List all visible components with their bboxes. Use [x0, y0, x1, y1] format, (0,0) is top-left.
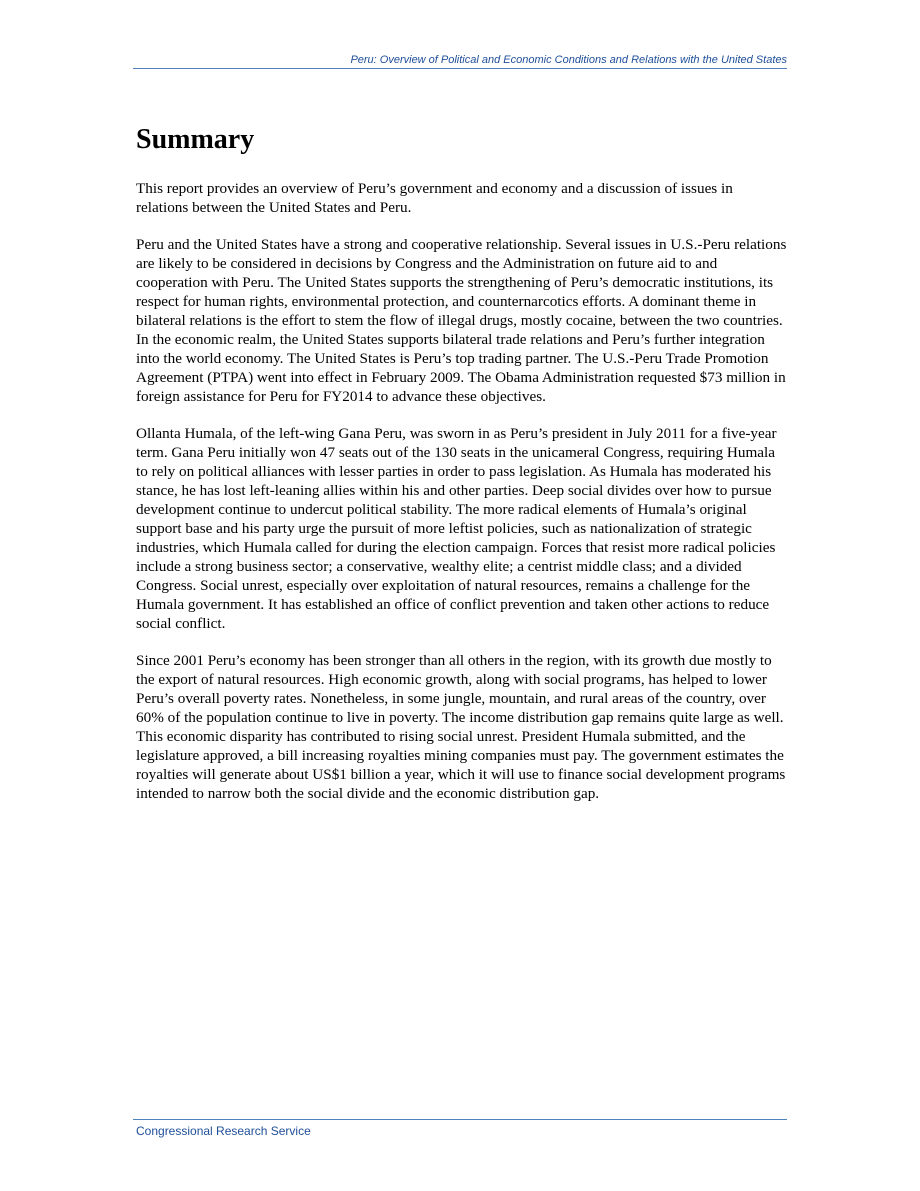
running-header: Peru: Overview of Political and Economic Conditions and Relations with the United States	[133, 52, 787, 69]
paragraph-economy: Since 2001 Peru’s economy has been stronger than all others in the region, with its growth due mostly to the export of natural resources. High economic growth, along with social programs, has helped to lower Peru’s overall poverty rates. Nonetheless, in some jungle, mountain, and rural areas of the country, over 60% of the population continue to live in poverty. The income distribution gap remains quite large as well. This economic disparity has contributed to rising social unrest. President Humala submitted, and the legislature approved, a bill increasing royalties mining companies must pay. The government estimates the royalties will generate about US$1 billion a year, which it will use to finance social development programs intended to narrow both the social divide and the economic distribution gap.	[136, 652, 786, 802]
running-footer: Congressional Research Service	[133, 1119, 787, 1139]
page-body	[136, 120, 788, 821]
paragraph-intro: This report provides an overview of Peru’s government and economy and a discussion of issues in relations between the United States and Peru.	[136, 180, 733, 216]
paragraph-relations: Peru and the United States have a strong and cooperative relationship. Several issues in U.S.-Peru relations are likely to be considered in decisions by Congress and the Administration on future aid to and cooperation with Peru. The United States supports the strengthening of Peru’s democratic institutions, its respect for human rights, environmental protection, and counternarcotics efforts. A dominant theme in bilateral relations is the effort to stem the flow of illegal drugs, mostly cocaine, between the two countries. In the economic realm, the United States supports bilateral trade relations and Peru’s further integration into the world economy. The United States is Peru’s top trading partner. The U.S.-Peru Trade Promotion Agreement (PTPA) went into effect in February 2009. The Obama Administration requested $73 million in foreign assistance for Peru for FY2014 to advance these objectives.	[136, 236, 787, 405]
paragraph-politics: Ollanta Humala, of the left-wing Gana Peru, was sworn in as Peru’s president in July 2011 for a five-year term. Gana Peru initially won 47 seats out of the 130 seats in the unicameral Congress, requiring Humala to rely on political alliances with lesser parties in order to pass legislation. As Humala has moderated his stance, he has lost left-leaning allies within his and other parties. Deep social divides over how to pursue development continue to undercut political stability. The more radical elements of Humala’s original support base and his party urge the pursuit of more leftist policies, such as nationalization of strategic industries, which Humala called for during the election campaign. Forces that resist more radical policies include a strong business sector; a conservative, wealthy elite; a centrist middle class; and a divided Congress. Social unrest, especially over exploitation of natural resources, remains a challenge for the Humala government. It has established an office of conflict prevention and taken other actions to reduce social conflict.	[136, 425, 777, 632]
section-heading: Summary	[136, 124, 255, 155]
